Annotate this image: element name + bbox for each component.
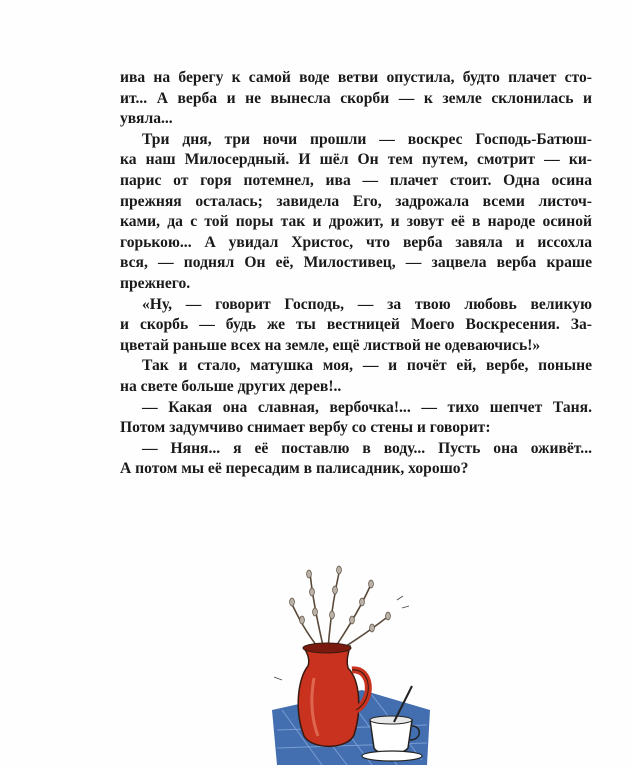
text-line: парис от горя потемнел, ива — плачет стоит. Одна осина <box>120 171 592 189</box>
white-cup <box>370 720 412 754</box>
text-line: цветай раньше всех на земле, ещё листвой не одеваючись!» <box>120 336 541 354</box>
text-line: прежнего. <box>120 274 191 292</box>
text-line: вся, — поднял Он её, Милостивец, — зацвела верба краше <box>120 254 592 272</box>
jug-rim <box>303 643 351 653</box>
willow-sprigs <box>290 568 390 652</box>
text-line: увяла... <box>120 110 173 128</box>
text-line: ка наш Милосердный. И шёл Он тем путем, смотрит — ки- <box>120 151 592 169</box>
text-line: прежняя осталась; завидела Его, задрожала всеми листоч- <box>120 192 592 210</box>
catkins <box>290 566 391 632</box>
text-line: и скорбь — будь же ты вестницей Моего Воскресения. За- <box>120 316 592 334</box>
red-jug <box>298 646 359 746</box>
text-line: на свете больше других дерев!.. <box>120 377 342 395</box>
text-line: ит... А верба и не вынесла скорби — к земле склонилась и <box>120 89 592 107</box>
willow-jug-illustration <box>262 560 432 770</box>
text-line: А потом мы её пересадим в палисадник, хорошо? <box>120 460 469 478</box>
text-line: «Ну, — говорит Господь, — за твою любовь великую <box>142 295 592 313</box>
story-text <box>120 68 592 480</box>
text-line: ками, да с той поры так и дрожит, и зовут её в народе осиной <box>120 213 592 231</box>
saucer <box>362 751 422 761</box>
text-line: Так и стало, матушка моя, — и почёт ей, вербе, поныне <box>142 357 592 375</box>
text-line: Три дня, три ночи прошли — воскрес Господь-Батюш- <box>142 130 592 148</box>
text-line: горькою... А увидал Христос, что верба завяла и иссохла <box>120 233 592 251</box>
text-line: — Няня... я её поставлю в воду... Пусть она оживёт... <box>142 439 592 457</box>
text-line: Потом задумчиво снимает вербу со стены и говорит: <box>120 419 491 437</box>
text-line: — Какая она славная, вербочка!... — тихо шепчет Таня. <box>142 398 592 416</box>
text-line: ива на берегу к самой воде ветви опустила, будто плачет сто- <box>120 69 592 86</box>
